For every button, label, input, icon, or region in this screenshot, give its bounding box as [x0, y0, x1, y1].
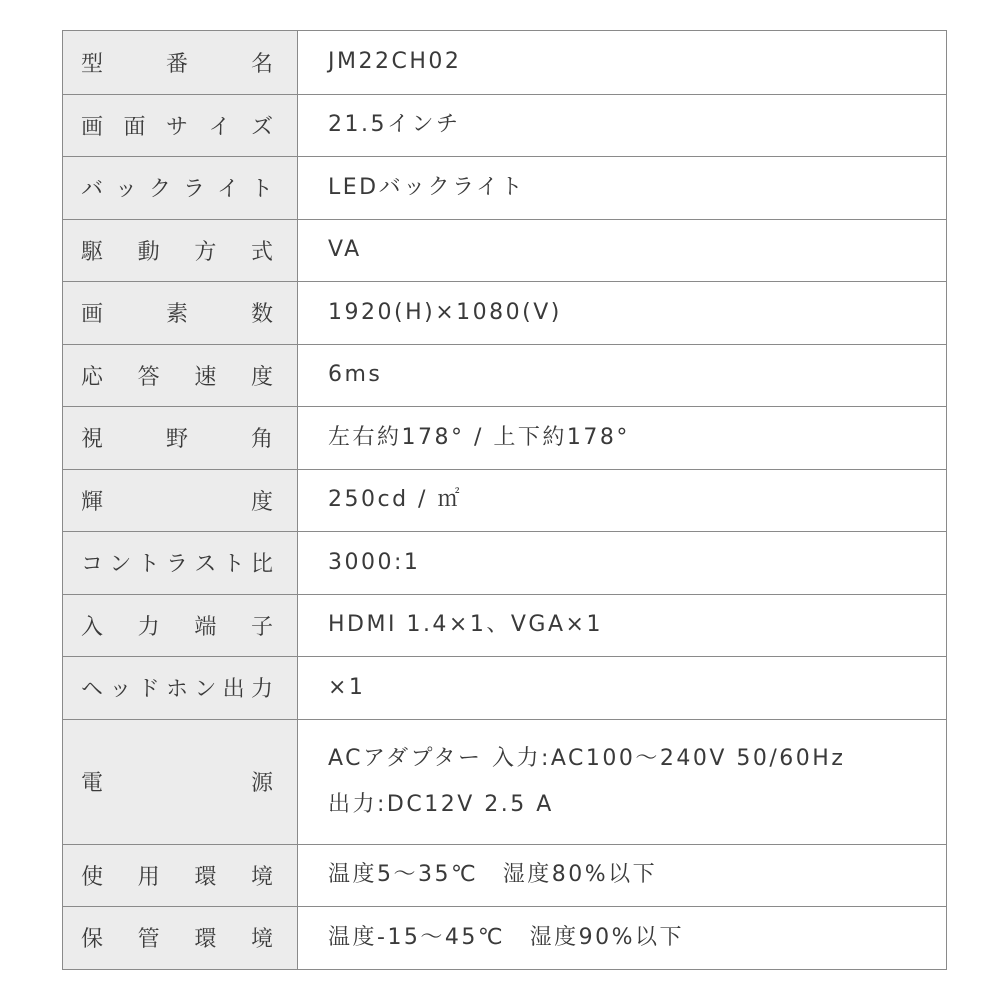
spec-row [63, 656, 946, 719]
spec-label [63, 720, 298, 844]
spec-label-text: 視 野 角 [81, 427, 275, 453]
spec-table [62, 30, 947, 970]
spec-value-text: 1920(H)×1080(V) [328, 299, 562, 325]
spec-value-text: HDMI 1.4×1、VGA×1 [328, 612, 603, 638]
spec-value-text: 250cd / ㎡ [328, 487, 462, 513]
spec-row [63, 94, 946, 157]
spec-row [63, 406, 946, 469]
spec-row [63, 156, 946, 219]
spec-label-text: 輝 度 [81, 489, 275, 515]
spec-label-text: 保 管 環 境 [81, 927, 275, 953]
spec-label [63, 595, 298, 657]
spec-label-text: 応 答 速 度 [81, 364, 275, 390]
spec-value [298, 345, 946, 407]
spec-label [63, 845, 298, 907]
spec-label-text: 型 番 名 [81, 51, 275, 77]
spec-label [63, 282, 298, 344]
spec-label-text: 画 面 サ イ ズ [81, 114, 275, 140]
spec-label-text: 入 力 端 子 [81, 614, 275, 640]
spec-label [63, 657, 298, 719]
spec-row [63, 531, 946, 594]
spec-label-text: バ ッ ク ラ イ ト [81, 177, 275, 203]
spec-value-text: ACアダプター 入力:AC100～240V 50/60Hz [328, 745, 846, 771]
spec-value [298, 95, 946, 157]
spec-row [63, 469, 946, 532]
spec-value-text: 6ms [328, 362, 383, 388]
spec-row [63, 906, 946, 969]
spec-value-text: JM22CH02 [328, 49, 462, 75]
spec-label-text: 電 源 [81, 771, 275, 796]
spec-label-text: 使 用 環 境 [81, 864, 275, 890]
spec-row [63, 719, 946, 844]
spec-value-text: 3000:1 [328, 549, 421, 575]
spec-label-text: ヘ ッ ド ホ ン 出 力 [81, 677, 275, 703]
spec-value-text: LEDバックライト [328, 174, 525, 200]
spec-value [298, 220, 946, 282]
spec-value [298, 532, 946, 594]
spec-row [63, 281, 946, 344]
spec-value-text: 温度5～35℃ 湿度80%以下 [328, 862, 658, 888]
spec-value [298, 31, 946, 94]
spec-value [298, 845, 946, 907]
spec-label [63, 95, 298, 157]
spec-value-text: 温度-15～45℃ 湿度90%以下 [328, 924, 685, 950]
spec-value [298, 907, 946, 969]
spec-value [298, 657, 946, 719]
spec-value-text: 21.5インチ [328, 112, 461, 138]
spec-row [63, 31, 946, 94]
spec-row [63, 219, 946, 282]
spec-row [63, 344, 946, 407]
spec-value [298, 157, 946, 219]
spec-label [63, 31, 298, 94]
spec-value [298, 720, 946, 844]
spec-label [63, 407, 298, 469]
spec-row [63, 594, 946, 657]
spec-value-text: VA [328, 237, 362, 263]
spec-label-text: 駆 動 方 式 [81, 239, 275, 265]
spec-value-text: ×1 [328, 674, 366, 700]
spec-value [298, 595, 946, 657]
spec-label-text: コ ン ト ラ ス ト 比 [81, 552, 275, 578]
spec-label-text: 画 素 数 [81, 302, 275, 328]
spec-value [298, 470, 946, 532]
spec-value [298, 407, 946, 469]
spec-value [298, 282, 946, 344]
spec-label [63, 907, 298, 969]
spec-label [63, 532, 298, 594]
spec-row [63, 844, 946, 907]
spec-value-text-line2: 出力:DC12V 2.5 A [328, 791, 554, 817]
spec-label [63, 220, 298, 282]
spec-label [63, 470, 298, 532]
spec-label [63, 157, 298, 219]
spec-value-text: 左右約178° / 上下約178° [328, 424, 630, 450]
spec-label [63, 345, 298, 407]
